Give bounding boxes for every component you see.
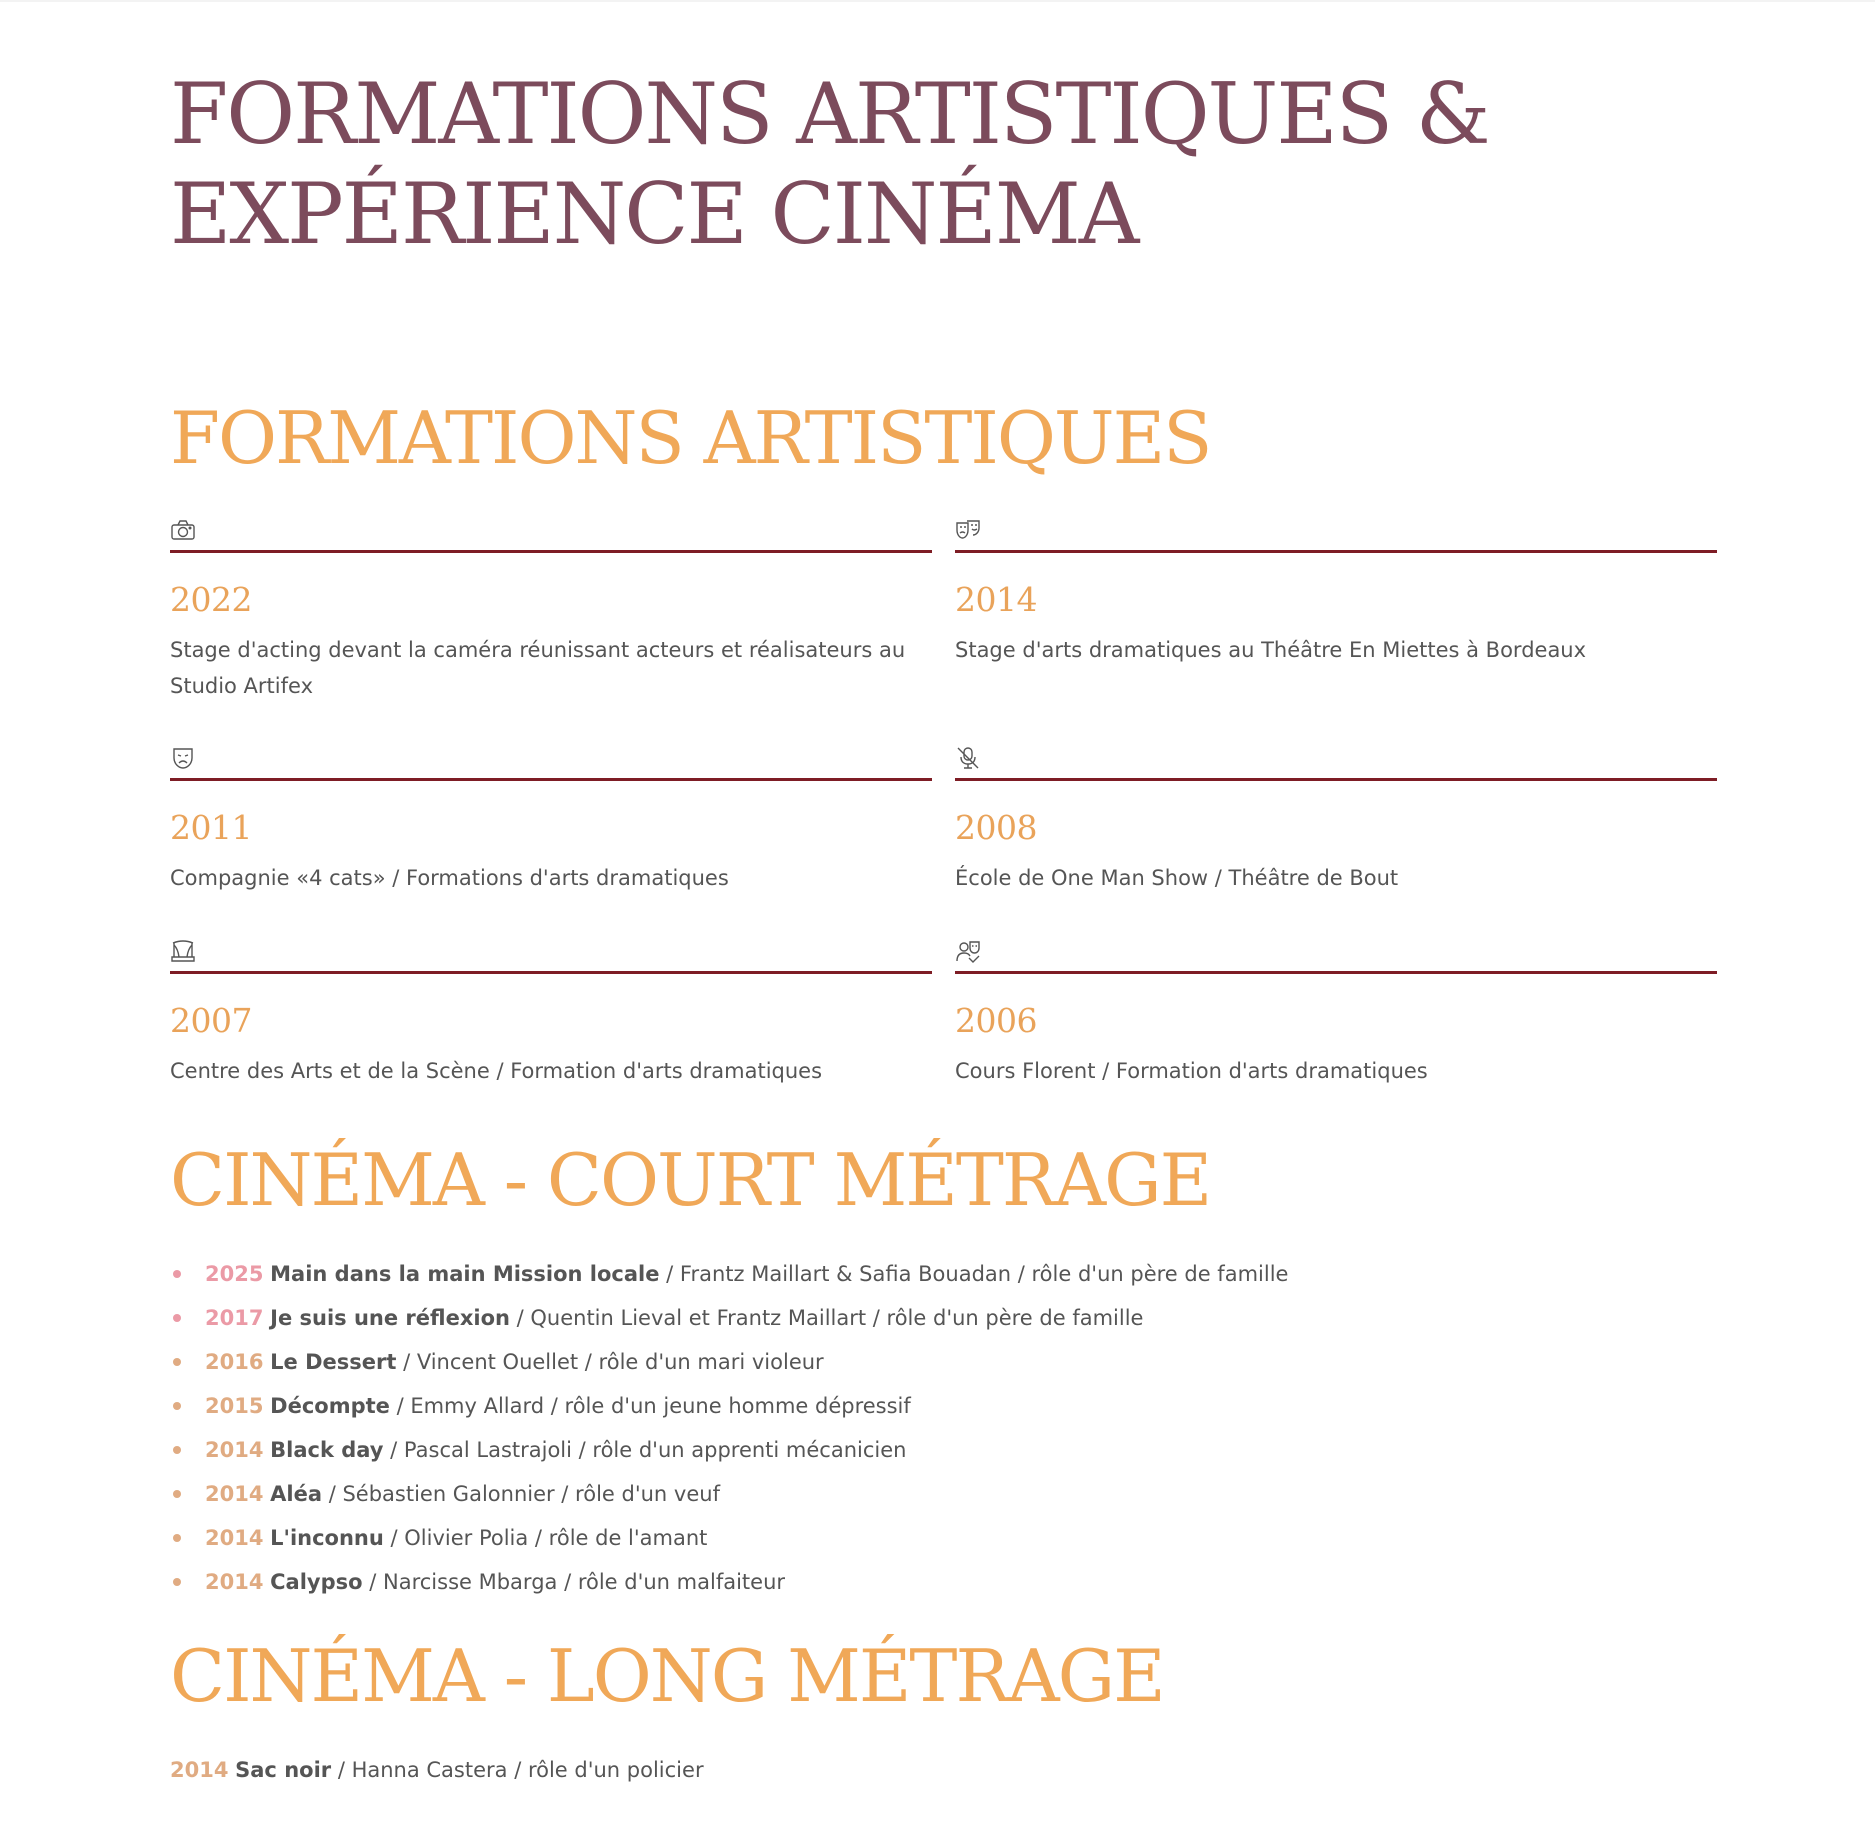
list-item xyxy=(170,1252,1288,1296)
list-item xyxy=(170,1516,1288,1560)
formation-description: Cours Florent / Formation d'arts dramatiques xyxy=(955,1059,1428,1083)
formation-rule xyxy=(170,778,932,781)
top-border xyxy=(0,0,1875,2)
film-year: 2017 xyxy=(205,1306,264,1330)
list-bullet xyxy=(173,1402,181,1410)
film-title: L'inconnu xyxy=(270,1526,384,1550)
list-bullet xyxy=(173,1490,181,1498)
film-year: 2014 xyxy=(205,1482,264,1506)
film-credits: / Quentin Lieval et Frantz Maillart / rôle d'un père de famille xyxy=(509,1306,1144,1330)
long-metrage-entry xyxy=(170,1748,704,1792)
film-title: Décompte xyxy=(270,1394,390,1418)
film-year: 2015 xyxy=(205,1394,264,1418)
list-bullet xyxy=(173,1270,181,1278)
formation-description: Compagnie «4 cats» / Formations d'arts dramatiques xyxy=(170,866,729,890)
film-title: Je suis une réflexion xyxy=(270,1306,510,1330)
list-bullet xyxy=(173,1314,181,1322)
list-item xyxy=(170,1428,1288,1472)
film-credits: / Frantz Maillart & Safia Bouadan / rôle d'un père de famille xyxy=(659,1262,1289,1286)
film-credits: / Hanna Castera / rôle d'un policier xyxy=(331,1758,704,1782)
film-title: Le Dessert xyxy=(270,1350,397,1374)
film-credits: / Pascal Lastrajoli / rôle d'un apprenti mécanicien xyxy=(383,1438,907,1462)
formation-rule xyxy=(170,971,932,974)
microphone-off-icon xyxy=(955,746,981,770)
film-credits: / Narcisse Mbarga / rôle d'un malfaiteur xyxy=(362,1570,786,1594)
formation-year: 2014 xyxy=(955,580,1037,619)
list-item xyxy=(170,1472,1288,1516)
film-year: 2014 xyxy=(170,1758,229,1782)
page-title xyxy=(170,64,1489,264)
camera-icon xyxy=(170,518,196,542)
film-year: 2025 xyxy=(205,1262,264,1286)
list-bullet xyxy=(173,1578,181,1586)
list-item xyxy=(170,1560,1288,1604)
formation-rule xyxy=(955,550,1717,553)
formation-rule xyxy=(955,778,1717,781)
film-title: Calypso xyxy=(270,1570,363,1594)
film-year: 2016 xyxy=(205,1350,264,1374)
formation-description: Stage d'arts dramatiques au Théâtre En Miettes à Bordeaux xyxy=(955,638,1587,662)
formation-year: 2011 xyxy=(170,808,252,847)
film-title: Sac noir xyxy=(235,1758,332,1782)
film-year: 2014 xyxy=(205,1438,264,1462)
film-title: Main dans la main Mission locale xyxy=(270,1262,660,1286)
formation-rule xyxy=(170,550,932,553)
formation-description: Stage d'acting devant la caméra réunissant acteurs et réalisateurs au Studio Artifex xyxy=(170,638,906,698)
film-credits: / Emmy Allard / rôle d'un jeune homme dépressif xyxy=(389,1394,911,1418)
page-title-line-2: EXPÉRIENCE CINÉMA xyxy=(170,165,1138,263)
list-item xyxy=(170,1384,1288,1428)
court-metrage-list xyxy=(170,1252,1288,1604)
section-title-court-metrage: CINÉMA - COURT MÉTRAGE xyxy=(170,1138,1211,1222)
list-bullet xyxy=(173,1358,181,1366)
formation-rule xyxy=(955,971,1717,974)
formation-year: 2007 xyxy=(170,1001,252,1040)
page-title-line-1: FORMATIONS ARTISTIQUES & xyxy=(170,65,1489,163)
section-title-long-metrage: CINÉMA - LONG MÉTRAGE xyxy=(170,1634,1164,1718)
list-item xyxy=(170,1340,1288,1384)
formation-year: 2008 xyxy=(955,808,1037,847)
film-credits: / Olivier Polia / rôle de l'amant xyxy=(383,1526,708,1550)
film-title: Black day xyxy=(270,1438,384,1462)
actor-icon xyxy=(955,939,981,963)
formation-year: 2022 xyxy=(170,580,252,619)
section-title-formations: FORMATIONS ARTISTIQUES xyxy=(170,396,1211,480)
formation-description: École de One Man Show / Théâtre de Bout xyxy=(955,866,1399,890)
list-bullet xyxy=(173,1446,181,1454)
stage-icon xyxy=(170,939,196,963)
formation-description: Centre des Arts et de la Scène / Formation d'arts dramatiques xyxy=(170,1059,823,1083)
list-item xyxy=(170,1296,1288,1340)
film-year: 2014 xyxy=(205,1570,264,1594)
film-year: 2014 xyxy=(205,1526,264,1550)
film-title: Aléa xyxy=(270,1482,323,1506)
mask-icon xyxy=(170,746,196,770)
film-credits: / Vincent Ouellet / rôle d'un mari violeur xyxy=(396,1350,824,1374)
formation-year: 2006 xyxy=(955,1001,1037,1040)
theater-masks-icon xyxy=(955,518,981,542)
list-bullet xyxy=(173,1534,181,1542)
film-credits: / Sébastien Galonnier / rôle d'un veuf xyxy=(322,1482,720,1506)
